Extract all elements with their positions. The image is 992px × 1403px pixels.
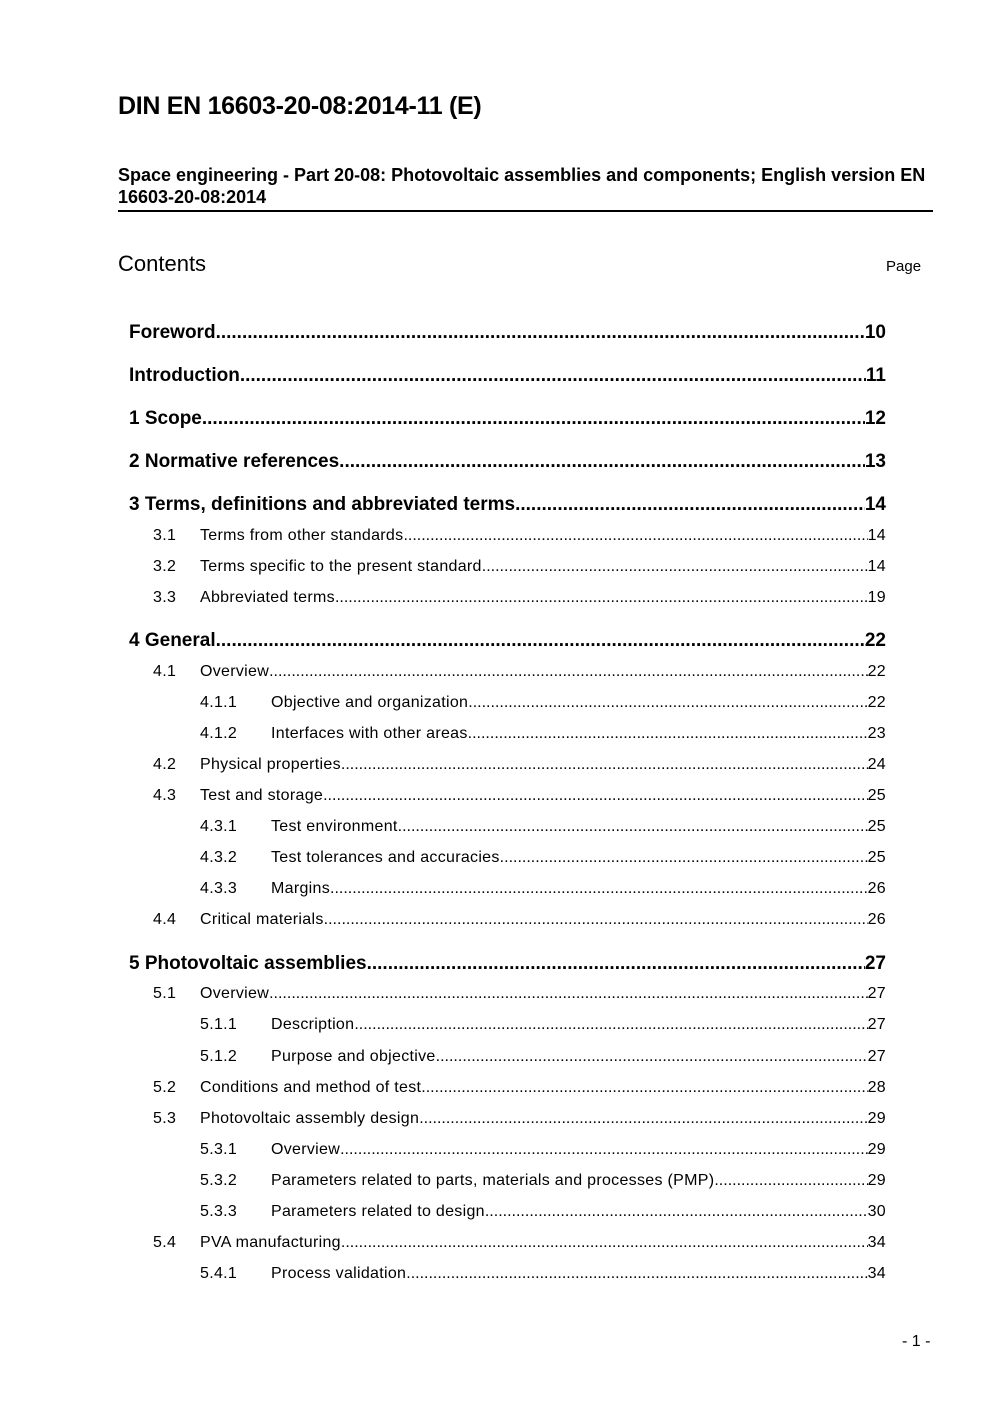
- toc-entry[interactable]: [153, 911, 886, 929]
- toc-entry-title: Terms specific to the present standard: [200, 558, 482, 575]
- dot-leader: [323, 787, 867, 805]
- dot-leader: [436, 1048, 868, 1066]
- toc-entry-title: Terms from other standards: [200, 527, 404, 544]
- toc-entry[interactable]: [200, 1172, 886, 1190]
- toc-entry-number: 4.3.2: [200, 849, 238, 866]
- toc-entry-number: 5.1: [153, 985, 177, 1002]
- dot-leader: [216, 630, 865, 652]
- toc-entry-page: 27: [867, 1048, 886, 1065]
- toc-entry-number: 5.3.2: [200, 1172, 238, 1189]
- dot-leader: [398, 818, 868, 836]
- toc-entry[interactable]: [129, 451, 886, 473]
- toc-entry-number: 5.3.3: [200, 1203, 238, 1220]
- toc-entry-number: 5.2: [153, 1079, 177, 1096]
- toc-entry[interactable]: [200, 725, 886, 743]
- toc-entry-title: Objective and organization: [271, 694, 469, 711]
- toc-entry-title: Test and storage: [200, 787, 324, 804]
- toc-entry-number: 5.1.2: [200, 1048, 238, 1065]
- toc-entry-title: Process validation: [271, 1265, 407, 1282]
- toc-entry-number: 4.3.1: [200, 818, 238, 835]
- dot-leader: [340, 1141, 868, 1159]
- toc-entry-page: 14: [867, 558, 886, 575]
- toc-entry[interactable]: [200, 818, 886, 836]
- toc-entry-title: 2 Normative references: [129, 451, 340, 472]
- toc-entry[interactable]: [200, 880, 886, 898]
- dot-leader: [367, 953, 865, 975]
- toc-entry-title: Photovoltaic assembly design: [200, 1110, 420, 1127]
- toc-entry-page: 29: [867, 1172, 886, 1189]
- toc-entry[interactable]: [200, 694, 886, 712]
- toc-entry-number: 4.4: [153, 911, 177, 928]
- toc-entry-page: 11: [865, 365, 886, 386]
- toc-entry-page: 25: [867, 818, 886, 835]
- toc-entry[interactable]: [153, 1110, 886, 1128]
- toc-entry-number: 5.3.1: [200, 1141, 238, 1158]
- dot-leader: [714, 1172, 867, 1190]
- toc-entry[interactable]: [129, 365, 886, 387]
- toc-entry-title: 1 Scope: [129, 408, 202, 429]
- toc-entry[interactable]: [129, 494, 886, 516]
- toc-entry-number: 5.3: [153, 1110, 177, 1127]
- toc-entry-title: Conditions and method of test: [200, 1079, 422, 1096]
- dot-leader: [335, 589, 868, 607]
- toc-entry[interactable]: [129, 322, 886, 344]
- toc-entry-page: 29: [867, 1110, 886, 1127]
- toc-entry-page: 26: [867, 911, 886, 928]
- toc-entry-title: Overview: [200, 985, 270, 1002]
- toc-entry-page: 24: [867, 756, 886, 773]
- dot-leader: [419, 1110, 867, 1128]
- toc-entry-page: 14: [864, 494, 886, 515]
- toc-entry-title: Margins: [271, 880, 331, 897]
- toc-entry-number: 3.3: [153, 589, 177, 606]
- toc-entry-number: 5.1.1: [200, 1016, 238, 1033]
- toc-entry-page: 19: [867, 589, 886, 606]
- toc-entry-page: 23: [867, 725, 886, 742]
- toc-entry-title: Test tolerances and accuracies: [271, 849, 500, 866]
- toc-entry-title: Parameters related to design: [271, 1203, 485, 1220]
- dot-leader: [330, 880, 868, 898]
- toc-entry-page: 30: [867, 1203, 886, 1220]
- toc-entry-page: 14: [867, 527, 886, 544]
- toc-entry[interactable]: [153, 527, 886, 545]
- toc-entry-title: Description: [271, 1016, 355, 1033]
- toc-entry[interactable]: [153, 1079, 886, 1097]
- toc-entry[interactable]: [153, 985, 886, 1003]
- dot-leader: [485, 1203, 868, 1221]
- toc-entry[interactable]: [129, 630, 886, 652]
- toc-entry[interactable]: [153, 756, 886, 774]
- toc-entry-title: Foreword: [129, 322, 216, 343]
- toc-entry[interactable]: [200, 849, 886, 867]
- toc-entry[interactable]: [153, 1234, 886, 1252]
- dot-leader: [269, 985, 868, 1003]
- dot-leader: [269, 663, 868, 681]
- toc-entry[interactable]: [200, 1203, 886, 1221]
- dot-leader: [515, 494, 865, 516]
- toc-entry[interactable]: [200, 1141, 886, 1159]
- toc-entry[interactable]: [153, 558, 886, 576]
- toc-entry[interactable]: [129, 408, 886, 430]
- dot-leader: [216, 322, 865, 344]
- toc-entry-title: Parameters related to parts, materials and processes (PMP): [271, 1172, 715, 1189]
- dot-leader: [354, 1016, 867, 1034]
- toc-entry-number: 3.2: [153, 558, 177, 575]
- toc-entry-page: 29: [867, 1141, 886, 1158]
- dot-leader: [500, 849, 868, 867]
- toc-entry-page: 25: [867, 787, 886, 804]
- footer-page-number: - 1 -: [902, 1333, 931, 1350]
- toc-entry[interactable]: [200, 1016, 886, 1034]
- toc-entry-title: PVA manufacturing: [200, 1234, 341, 1251]
- toc-entry-title: Interfaces with other areas: [271, 725, 468, 742]
- toc-entry-number: 3.1: [153, 527, 177, 544]
- toc-entry[interactable]: [153, 787, 886, 805]
- toc-entry-title: Abbreviated terms: [200, 589, 335, 606]
- dot-leader: [403, 527, 867, 545]
- toc-entry-page: 34: [867, 1234, 886, 1251]
- toc-entry-title: Critical materials: [200, 911, 324, 928]
- toc-entry-page: 22: [864, 630, 886, 651]
- toc-entry-page: 22: [867, 663, 886, 680]
- dot-leader: [468, 725, 868, 743]
- dot-leader: [240, 365, 866, 387]
- dot-leader: [421, 1079, 867, 1097]
- toc-entry-number: 5.4: [153, 1234, 177, 1251]
- toc-entry-page: 13: [864, 451, 886, 472]
- toc-entry-title: 4 General: [129, 630, 216, 651]
- toc-entry-number: 4.1.2: [200, 725, 238, 742]
- toc-entry-number: 5.4.1: [200, 1265, 238, 1282]
- toc-entry-page: 27: [867, 985, 886, 1002]
- dot-leader: [341, 1234, 868, 1252]
- document-title: DIN EN 16603-20-08:2014-11 (E): [118, 92, 482, 120]
- toc-entry-page: 34: [867, 1265, 886, 1282]
- dot-leader: [202, 408, 865, 430]
- toc-entry[interactable]: [153, 663, 886, 681]
- toc-entry-page: 22: [867, 694, 886, 711]
- toc-entry-page: 26: [867, 880, 886, 897]
- toc-entry[interactable]: [200, 1265, 886, 1283]
- toc-entry-page: 28: [867, 1079, 886, 1096]
- toc-entry-number: 4.2: [153, 756, 177, 773]
- toc-entry-title: Overview: [200, 663, 270, 680]
- toc-entry[interactable]: [153, 589, 886, 607]
- toc-entry[interactable]: [129, 953, 886, 975]
- document-subtitle: Space engineering - Part 20-08: Photovoltaic assemblies and components; English version EN 16603-20-08:2014: [118, 164, 933, 212]
- dot-leader: [406, 1265, 867, 1283]
- toc-entry-number: 4.3: [153, 787, 177, 804]
- dot-leader: [324, 911, 868, 929]
- toc-entry-title: Purpose and objective: [271, 1048, 436, 1065]
- dot-leader: [339, 451, 865, 473]
- toc-entry-page: 12: [864, 408, 886, 429]
- toc-entry-number: 4.1.1: [200, 694, 238, 711]
- toc-entry-title: Introduction: [129, 365, 240, 386]
- toc-entry-number: 4.3.3: [200, 880, 238, 897]
- toc-entry-title: Physical properties: [200, 756, 341, 773]
- toc-entry-number: 4.1: [153, 663, 177, 680]
- toc-entry[interactable]: [200, 1048, 886, 1066]
- toc-entry-title: Overview: [271, 1141, 341, 1158]
- toc-entry-page: 27: [864, 953, 886, 974]
- dot-leader: [482, 558, 868, 576]
- toc-entry-page: 10: [864, 322, 886, 343]
- toc-entry-title: 5 Photovoltaic assemblies: [129, 953, 367, 974]
- toc-entry-title: Test environment: [271, 818, 398, 835]
- dot-leader: [341, 756, 868, 774]
- toc-entry-page: 27: [867, 1016, 886, 1033]
- toc-entry-page: 25: [867, 849, 886, 866]
- dot-leader: [468, 694, 867, 712]
- contents-heading: Contents: [118, 251, 207, 276]
- page-column-label: Page: [886, 258, 922, 275]
- toc-entry-title: 3 Terms, definitions and abbreviated terms: [129, 494, 516, 515]
